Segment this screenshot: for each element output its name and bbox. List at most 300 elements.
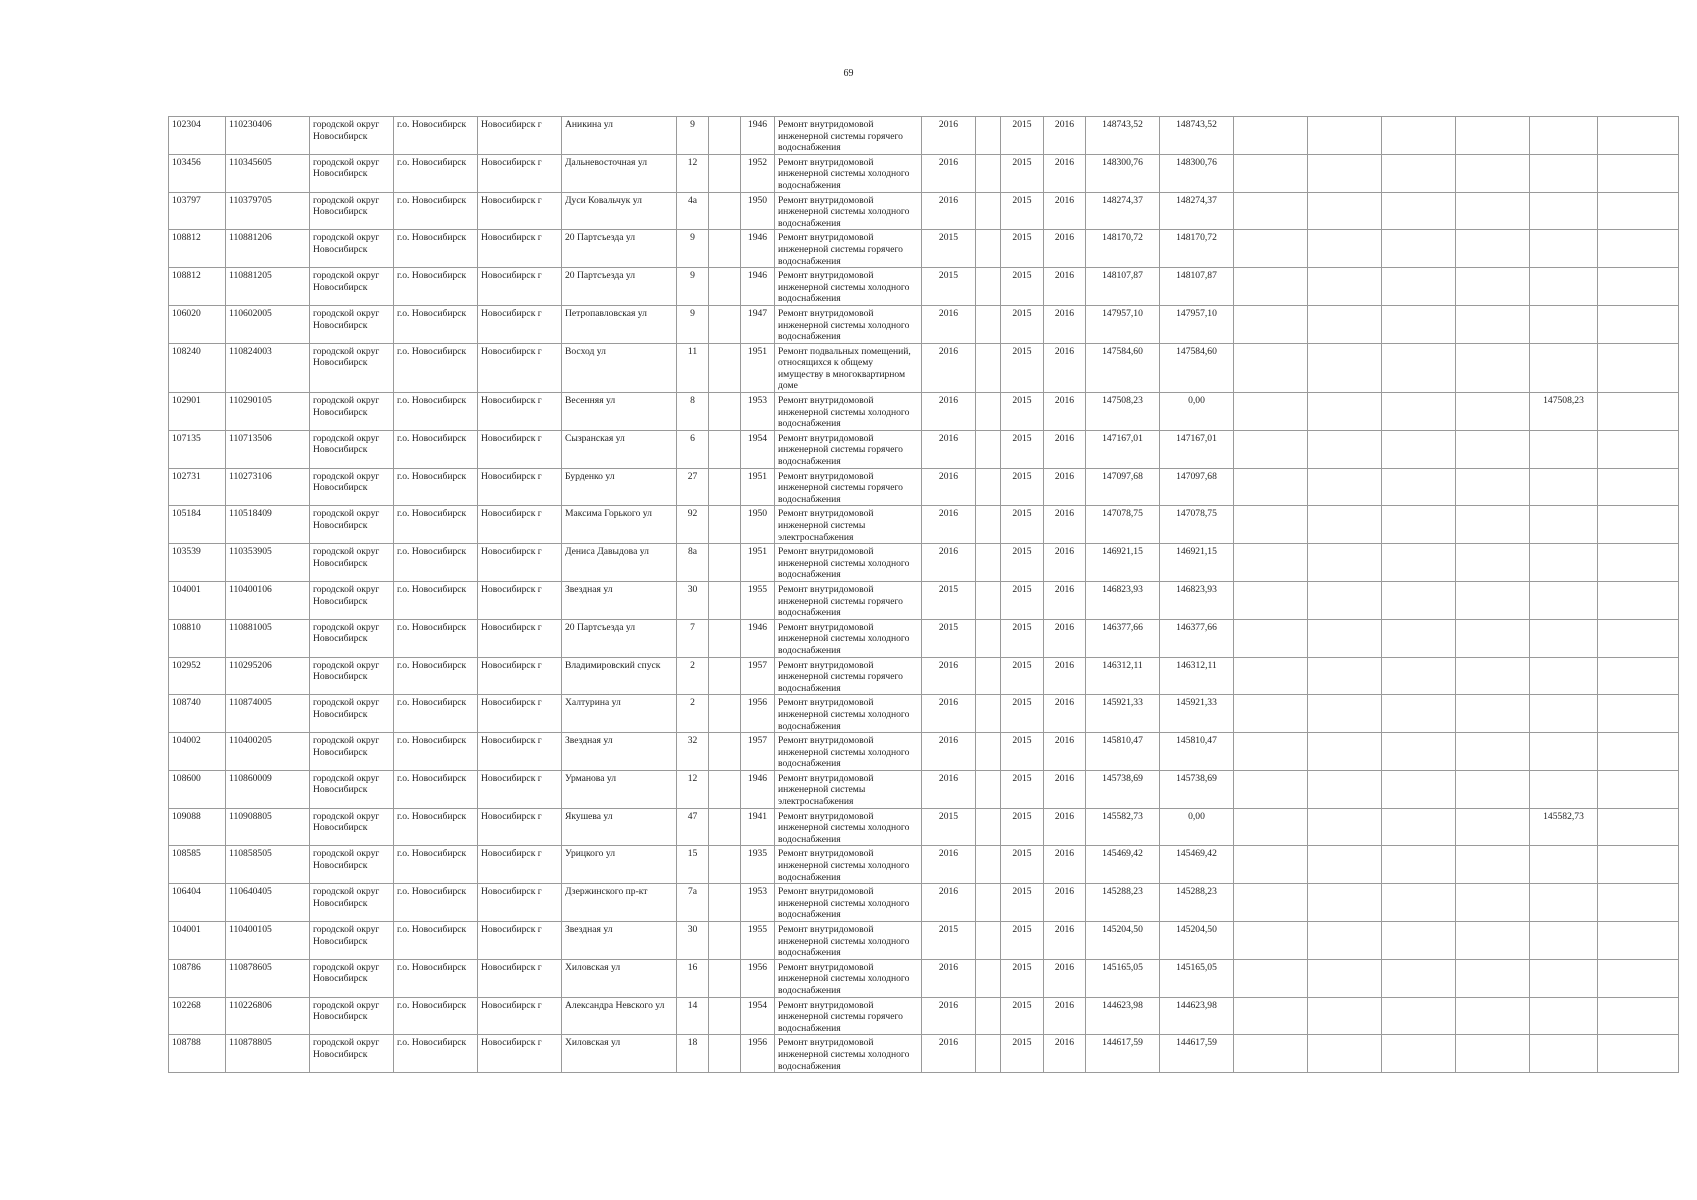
cell-year-from: 2015 <box>1001 506 1044 544</box>
cell-year-from: 2015 <box>1001 997 1044 1035</box>
cell-year-to: 2016 <box>1044 959 1086 997</box>
cell-cost-fund: 146823,93 <box>1160 581 1234 619</box>
cell-municipality: городской округ Новосибирск <box>310 657 394 695</box>
cell-year-built: 1950 <box>741 192 775 230</box>
table-row <box>169 1035 1679 1073</box>
cell-id: 102731 <box>169 468 226 506</box>
cell-empty <box>1598 884 1679 922</box>
cell-empty <box>709 808 741 846</box>
cell-empty <box>976 192 1001 230</box>
cell-district: г.о. Новосибирск <box>394 808 478 846</box>
cell-work-type: Ремонт внутридомовой инженерной системы горячего водоснабжения <box>775 230 922 268</box>
cell-empty <box>1308 117 1382 155</box>
cell-empty <box>1308 343 1382 392</box>
cell-code: 110640405 <box>226 884 310 922</box>
cell-id: 108240 <box>169 343 226 392</box>
cell-municipality: городской округ Новосибирск <box>310 846 394 884</box>
cell-year-to: 2016 <box>1044 117 1086 155</box>
cell-id: 108786 <box>169 959 226 997</box>
cell-empty <box>709 657 741 695</box>
cell-empty <box>976 808 1001 846</box>
cell-street: Звездная ул <box>562 733 677 771</box>
cell-year-built: 1957 <box>741 733 775 771</box>
cell-code: 110878605 <box>226 959 310 997</box>
cell-city: Новосибирск г <box>478 997 562 1035</box>
cell-empty <box>709 1035 741 1073</box>
cell-year-built: 1951 <box>741 544 775 582</box>
cell-street: Дениса Давыдова ул <box>562 544 677 582</box>
cell-empty <box>1382 305 1456 343</box>
cell-year-from: 2015 <box>1001 268 1044 306</box>
table-row <box>169 959 1679 997</box>
cell-cost-other <box>1530 506 1598 544</box>
cell-city: Новосибирск г <box>478 922 562 960</box>
cell-district: г.о. Новосибирск <box>394 468 478 506</box>
cell-year-from: 2015 <box>1001 1035 1044 1073</box>
cell-street: Владимировский спуск <box>562 657 677 695</box>
cell-empty <box>709 430 741 468</box>
cell-house: 27 <box>677 468 709 506</box>
cell-empty <box>1598 808 1679 846</box>
cell-year-from: 2015 <box>1001 846 1044 884</box>
cell-house: 32 <box>677 733 709 771</box>
cell-empty <box>976 846 1001 884</box>
cell-empty <box>709 544 741 582</box>
cell-municipality: городской округ Новосибирск <box>310 343 394 392</box>
cell-work-type: Ремонт внутридомовой инженерной системы холодного водоснабжения <box>775 192 922 230</box>
cell-district: г.о. Новосибирск <box>394 117 478 155</box>
cell-cost-other <box>1530 1035 1598 1073</box>
cell-district: г.о. Новосибирск <box>394 430 478 468</box>
cell-municipality: городской округ Новосибирск <box>310 997 394 1035</box>
cell-plan-year: 2015 <box>922 808 976 846</box>
cell-street: Восход ул <box>562 343 677 392</box>
cell-year-built: 1955 <box>741 581 775 619</box>
cell-work-type: Ремонт внутридомовой инженерной системы холодного водоснабжения <box>775 1035 922 1073</box>
cell-street: Сызранская ул <box>562 430 677 468</box>
cell-city: Новосибирск г <box>478 343 562 392</box>
cell-city: Новосибирск г <box>478 657 562 695</box>
cell-empty <box>1598 117 1679 155</box>
cell-city: Новосибирск г <box>478 230 562 268</box>
cell-district: г.о. Новосибирск <box>394 884 478 922</box>
cell-work-type: Ремонт внутридомовой инженерной системы холодного водоснабжения <box>775 808 922 846</box>
cell-empty <box>1234 808 1308 846</box>
cell-empty <box>1598 657 1679 695</box>
cell-street: Аникина ул <box>562 117 677 155</box>
cell-work-type: Ремонт внутридомовой инженерной системы холодного водоснабжения <box>775 544 922 582</box>
cell-plan-year: 2016 <box>922 430 976 468</box>
cell-district: г.о. Новосибирск <box>394 192 478 230</box>
cell-empty <box>1308 619 1382 657</box>
cell-empty <box>709 268 741 306</box>
cell-id: 106020 <box>169 305 226 343</box>
cell-empty <box>1598 922 1679 960</box>
cell-house: 11 <box>677 343 709 392</box>
cell-empty <box>976 657 1001 695</box>
cell-house: 30 <box>677 922 709 960</box>
cell-municipality: городской округ Новосибирск <box>310 430 394 468</box>
cell-plan-year: 2015 <box>922 619 976 657</box>
cell-year-from: 2015 <box>1001 808 1044 846</box>
table-row <box>169 305 1679 343</box>
cell-plan-year: 2016 <box>922 997 976 1035</box>
cell-year-from: 2015 <box>1001 117 1044 155</box>
cell-city: Новосибирск г <box>478 959 562 997</box>
cell-id: 104001 <box>169 922 226 960</box>
cell-empty <box>709 468 741 506</box>
cell-empty <box>1598 305 1679 343</box>
cell-district: г.о. Новосибирск <box>394 230 478 268</box>
cell-empty <box>1308 1035 1382 1073</box>
cell-year-to: 2016 <box>1044 192 1086 230</box>
cell-code: 110878805 <box>226 1035 310 1073</box>
cell-empty <box>709 305 741 343</box>
cell-empty <box>976 997 1001 1035</box>
cell-municipality: городской округ Новосибирск <box>310 581 394 619</box>
cell-empty <box>1382 581 1456 619</box>
cell-code: 110295206 <box>226 657 310 695</box>
cell-district: г.о. Новосибирск <box>394 506 478 544</box>
cell-year-built: 1954 <box>741 997 775 1035</box>
cell-code: 110860009 <box>226 770 310 808</box>
cell-empty <box>1456 268 1530 306</box>
table-row <box>169 997 1679 1035</box>
cell-empty <box>976 544 1001 582</box>
cell-house: 12 <box>677 770 709 808</box>
cell-house: 18 <box>677 1035 709 1073</box>
cell-empty <box>1308 959 1382 997</box>
cell-work-type: Ремонт внутридомовой инженерной системы холодного водоснабжения <box>775 619 922 657</box>
cell-street: 20 Партсъезда ул <box>562 230 677 268</box>
cell-empty <box>1234 117 1308 155</box>
cell-empty <box>1382 997 1456 1035</box>
cell-cost-other <box>1530 268 1598 306</box>
cell-city: Новосибирск г <box>478 430 562 468</box>
cell-cost-total: 145921,33 <box>1086 695 1160 733</box>
table-row <box>169 117 1679 155</box>
cell-cost-fund: 148107,87 <box>1160 268 1234 306</box>
cell-year-to: 2016 <box>1044 770 1086 808</box>
cell-empty <box>1234 393 1308 431</box>
cell-empty <box>1598 154 1679 192</box>
cell-house: 9 <box>677 268 709 306</box>
cell-plan-year: 2016 <box>922 117 976 155</box>
cell-year-to: 2016 <box>1044 884 1086 922</box>
cell-code: 110602005 <box>226 305 310 343</box>
cell-empty <box>1382 695 1456 733</box>
cell-cost-other <box>1530 343 1598 392</box>
cell-work-type: Ремонт внутридомовой инженерной системы холодного водоснабжения <box>775 305 922 343</box>
cell-empty <box>1234 230 1308 268</box>
cell-year-from: 2015 <box>1001 695 1044 733</box>
cell-year-built: 1935 <box>741 846 775 884</box>
cell-cost-fund: 146377,66 <box>1160 619 1234 657</box>
cell-year-built: 1953 <box>741 884 775 922</box>
cell-year-from: 2015 <box>1001 305 1044 343</box>
cell-year-to: 2016 <box>1044 1035 1086 1073</box>
cell-empty <box>1234 770 1308 808</box>
cell-year-built: 1946 <box>741 268 775 306</box>
cell-year-built: 1946 <box>741 619 775 657</box>
cell-cost-other <box>1530 154 1598 192</box>
cell-id: 108600 <box>169 770 226 808</box>
cell-year-built: 1955 <box>741 922 775 960</box>
cell-empty <box>1308 506 1382 544</box>
cell-cost-other <box>1530 770 1598 808</box>
cell-municipality: городской округ Новосибирск <box>310 959 394 997</box>
cell-plan-year: 2016 <box>922 733 976 771</box>
cell-cost-other <box>1530 117 1598 155</box>
cell-work-type: Ремонт внутридомовой инженерной системы электроснабжения <box>775 506 922 544</box>
cell-cost-total: 145738,69 <box>1086 770 1160 808</box>
cell-empty <box>1234 305 1308 343</box>
cell-empty <box>709 846 741 884</box>
cell-city: Новосибирск г <box>478 393 562 431</box>
cell-house: 9 <box>677 230 709 268</box>
cell-city: Новосибирск г <box>478 884 562 922</box>
cell-year-from: 2015 <box>1001 393 1044 431</box>
cell-house: 16 <box>677 959 709 997</box>
cell-year-to: 2016 <box>1044 506 1086 544</box>
cell-code: 110874005 <box>226 695 310 733</box>
cell-municipality: городской округ Новосибирск <box>310 393 394 431</box>
cell-city: Новосибирск г <box>478 1035 562 1073</box>
cell-empty <box>1382 808 1456 846</box>
cell-empty <box>1598 544 1679 582</box>
cell-code: 110881005 <box>226 619 310 657</box>
cell-year-to: 2016 <box>1044 305 1086 343</box>
cell-year-to: 2016 <box>1044 430 1086 468</box>
cell-empty <box>976 154 1001 192</box>
cell-empty <box>976 619 1001 657</box>
cell-cost-total: 145582,73 <box>1086 808 1160 846</box>
cell-district: г.о. Новосибирск <box>394 922 478 960</box>
cell-code: 110273106 <box>226 468 310 506</box>
cell-empty <box>1234 430 1308 468</box>
cell-district: г.о. Новосибирск <box>394 733 478 771</box>
cell-year-from: 2015 <box>1001 230 1044 268</box>
cell-street: Звездная ул <box>562 922 677 960</box>
cell-work-type: Ремонт внутридомовой инженерной системы холодного водоснабжения <box>775 154 922 192</box>
page-number: 69 <box>843 68 854 79</box>
cell-municipality: городской округ Новосибирск <box>310 117 394 155</box>
cell-empty <box>1234 884 1308 922</box>
table-body <box>169 117 1679 1073</box>
cell-cost-fund: 147167,01 <box>1160 430 1234 468</box>
cell-empty <box>1234 506 1308 544</box>
cell-empty <box>976 305 1001 343</box>
cell-district: г.о. Новосибирск <box>394 268 478 306</box>
cell-work-type: Ремонт внутридомовой инженерной системы холодного водоснабжения <box>775 846 922 884</box>
cell-work-type: Ремонт внутридомовой инженерной системы горячего водоснабжения <box>775 430 922 468</box>
cell-municipality: городской округ Новосибирск <box>310 268 394 306</box>
cell-cost-total: 146377,66 <box>1086 619 1160 657</box>
cell-empty <box>1308 192 1382 230</box>
cell-cost-other <box>1530 695 1598 733</box>
cell-year-to: 2016 <box>1044 846 1086 884</box>
cell-empty <box>976 1035 1001 1073</box>
cell-empty <box>709 997 741 1035</box>
table-row <box>169 393 1679 431</box>
cell-municipality: городской округ Новосибирск <box>310 154 394 192</box>
cell-year-built: 1946 <box>741 230 775 268</box>
cell-empty <box>1598 733 1679 771</box>
cell-empty <box>1234 154 1308 192</box>
cell-empty <box>1382 1035 1456 1073</box>
cell-house: 8 <box>677 393 709 431</box>
cell-cost-fund: 148274,37 <box>1160 192 1234 230</box>
cell-empty <box>1382 430 1456 468</box>
cell-empty <box>1234 922 1308 960</box>
cell-id: 109088 <box>169 808 226 846</box>
table-row <box>169 468 1679 506</box>
cell-empty <box>1308 922 1382 960</box>
cell-year-built: 1951 <box>741 343 775 392</box>
cell-cost-total: 147078,75 <box>1086 506 1160 544</box>
cell-code: 110518409 <box>226 506 310 544</box>
cell-empty <box>1308 154 1382 192</box>
cell-district: г.о. Новосибирск <box>394 393 478 431</box>
cell-year-built: 1956 <box>741 1035 775 1073</box>
cell-cost-total: 148170,72 <box>1086 230 1160 268</box>
table-row <box>169 192 1679 230</box>
cell-empty <box>1456 305 1530 343</box>
table-row <box>169 657 1679 695</box>
cell-empty <box>1382 846 1456 884</box>
cell-empty <box>1456 619 1530 657</box>
cell-plan-year: 2016 <box>922 846 976 884</box>
cell-street: Дзержинского пр-кт <box>562 884 677 922</box>
cell-work-type: Ремонт внутридомовой инженерной системы холодного водоснабжения <box>775 959 922 997</box>
cell-empty <box>1382 393 1456 431</box>
cell-year-to: 2016 <box>1044 343 1086 392</box>
cell-cost-fund: 147584,60 <box>1160 343 1234 392</box>
cell-year-from: 2015 <box>1001 959 1044 997</box>
cell-empty <box>1308 581 1382 619</box>
cell-house: 12 <box>677 154 709 192</box>
cell-empty <box>1382 959 1456 997</box>
cell-empty <box>1308 808 1382 846</box>
cell-empty <box>1598 619 1679 657</box>
cell-empty <box>1382 268 1456 306</box>
cell-year-to: 2016 <box>1044 808 1086 846</box>
table-row <box>169 846 1679 884</box>
table-row <box>169 770 1679 808</box>
cell-empty <box>976 393 1001 431</box>
cell-id: 104002 <box>169 733 226 771</box>
cell-plan-year: 2016 <box>922 343 976 392</box>
cell-empty <box>1308 305 1382 343</box>
cell-work-type: Ремонт внутридомовой инженерной системы холодного водоснабжения <box>775 733 922 771</box>
cell-plan-year: 2015 <box>922 581 976 619</box>
cell-cost-fund: 145921,33 <box>1160 695 1234 733</box>
cell-empty <box>1456 343 1530 392</box>
cell-year-from: 2015 <box>1001 619 1044 657</box>
cell-empty <box>1308 695 1382 733</box>
cell-year-to: 2016 <box>1044 268 1086 306</box>
cell-year-built: 1951 <box>741 468 775 506</box>
cell-cost-total: 146823,93 <box>1086 581 1160 619</box>
cell-year-to: 2016 <box>1044 468 1086 506</box>
cell-cost-fund: 144617,59 <box>1160 1035 1234 1073</box>
cell-cost-other <box>1530 192 1598 230</box>
cell-empty <box>1234 468 1308 506</box>
cell-city: Новосибирск г <box>478 619 562 657</box>
cell-empty <box>976 268 1001 306</box>
cell-municipality: городской округ Новосибирск <box>310 619 394 657</box>
cell-city: Новосибирск г <box>478 268 562 306</box>
cell-cost-total: 147508,23 <box>1086 393 1160 431</box>
cell-cost-total: 146921,15 <box>1086 544 1160 582</box>
cell-empty <box>1456 808 1530 846</box>
cell-code: 110230406 <box>226 117 310 155</box>
cell-plan-year: 2016 <box>922 506 976 544</box>
cell-work-type: Ремонт внутридомовой инженерной системы горячего водоснабжения <box>775 117 922 155</box>
cell-cost-other <box>1530 884 1598 922</box>
cell-house: 8а <box>677 544 709 582</box>
cell-work-type: Ремонт внутридомовой инженерной системы холодного водоснабжения <box>775 393 922 431</box>
cell-house: 7 <box>677 619 709 657</box>
cell-cost-total: 145204,50 <box>1086 922 1160 960</box>
cell-empty <box>1598 997 1679 1035</box>
table-row <box>169 268 1679 306</box>
cell-empty <box>709 343 741 392</box>
cell-empty <box>1598 430 1679 468</box>
cell-cost-other <box>1530 468 1598 506</box>
cell-street: Звездная ул <box>562 581 677 619</box>
cell-cost-total: 144623,98 <box>1086 997 1160 1035</box>
cell-plan-year: 2016 <box>922 393 976 431</box>
cell-year-from: 2015 <box>1001 922 1044 960</box>
cell-house: 9 <box>677 305 709 343</box>
cell-plan-year: 2016 <box>922 959 976 997</box>
cell-plan-year: 2015 <box>922 922 976 960</box>
cell-year-to: 2016 <box>1044 619 1086 657</box>
cell-empty <box>1456 884 1530 922</box>
cell-district: г.о. Новосибирск <box>394 544 478 582</box>
capital-repair-table <box>168 116 1679 1073</box>
cell-empty <box>1456 1035 1530 1073</box>
cell-id: 108812 <box>169 230 226 268</box>
cell-street: 20 Партсъезда ул <box>562 268 677 306</box>
cell-municipality: городской округ Новосибирск <box>310 884 394 922</box>
cell-code: 110345605 <box>226 154 310 192</box>
cell-empty <box>976 230 1001 268</box>
cell-empty <box>976 581 1001 619</box>
cell-code: 110713506 <box>226 430 310 468</box>
cell-cost-fund: 0,00 <box>1160 393 1234 431</box>
cell-empty <box>1598 506 1679 544</box>
cell-district: г.о. Новосибирск <box>394 770 478 808</box>
cell-work-type: Ремонт внутридомовой инженерной системы электроснабжения <box>775 770 922 808</box>
table-row <box>169 884 1679 922</box>
cell-empty <box>709 393 741 431</box>
cell-id: 103456 <box>169 154 226 192</box>
cell-street: Якушева ул <box>562 808 677 846</box>
cell-id: 104001 <box>169 581 226 619</box>
cell-empty <box>976 343 1001 392</box>
cell-id: 102268 <box>169 997 226 1035</box>
cell-plan-year: 2016 <box>922 770 976 808</box>
cell-work-type: Ремонт внутридомовой инженерной системы холодного водоснабжения <box>775 695 922 733</box>
cell-cost-fund: 145204,50 <box>1160 922 1234 960</box>
cell-empty <box>1308 733 1382 771</box>
cell-code: 110379705 <box>226 192 310 230</box>
cell-code: 110858505 <box>226 846 310 884</box>
cell-id: 102901 <box>169 393 226 431</box>
cell-empty <box>1382 506 1456 544</box>
